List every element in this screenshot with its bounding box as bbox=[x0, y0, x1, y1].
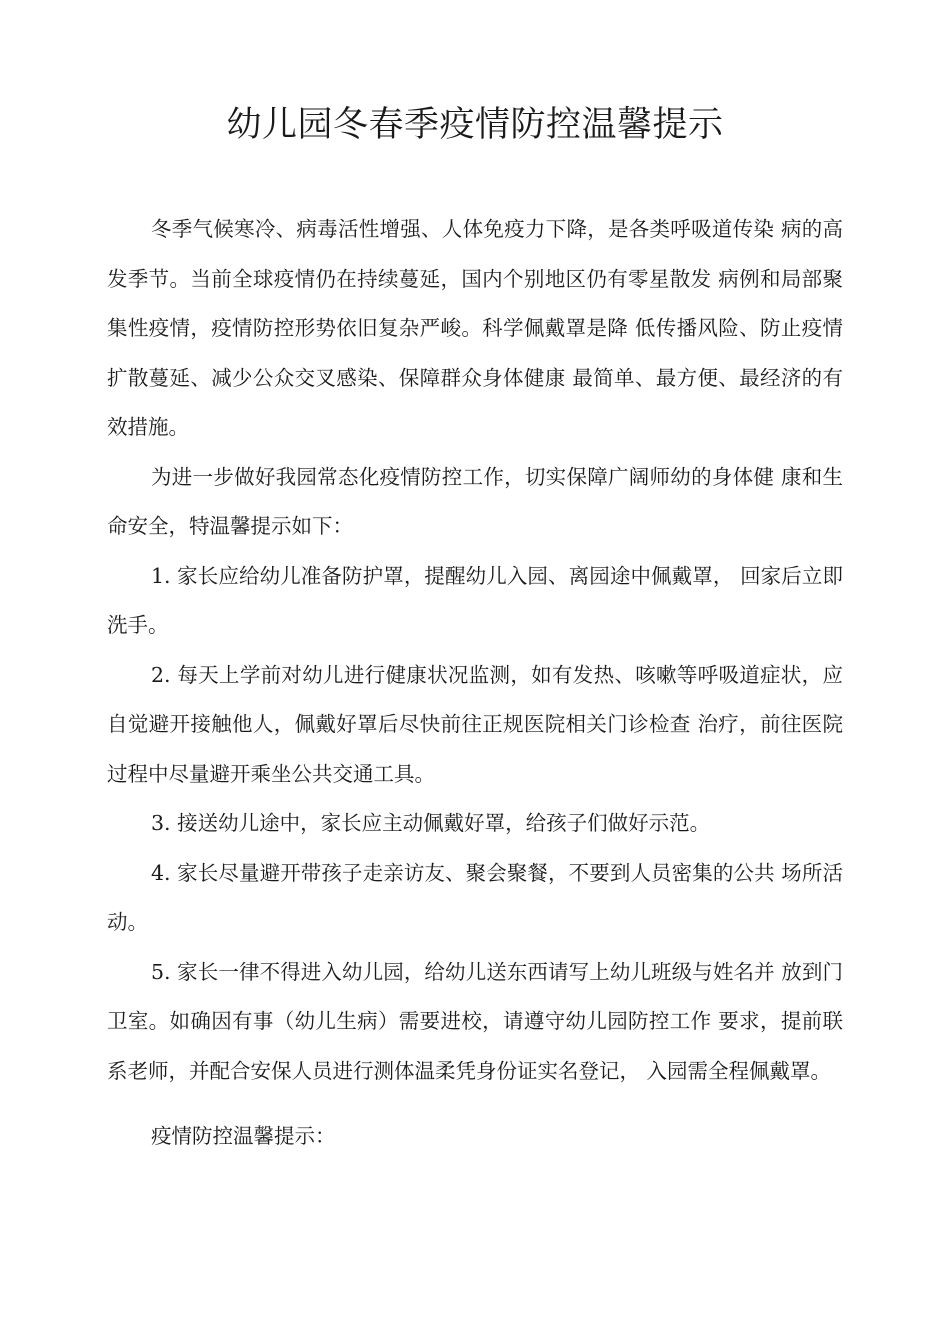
document-body bbox=[107, 205, 843, 1162]
purpose-paragraph: 为进一步做好我园常态化疫情防控工作，切实保障广阔师幼的身体健 康和生命安全，特温馨提示如下： bbox=[107, 464, 843, 538]
tip-item-4: 4. 家长尽量避开带孩子走亲访友、聚会聚餐，不要到人员密集的公共 场所活动。 bbox=[107, 860, 843, 934]
tip-item-2: 2. 每天上学前对幼儿进行健康状况监测，如有发热、咳嗽等呼吸道症状，应自觉避开接触他人，佩戴好罩后尽快前往正规医院相关门诊检查 治疗，前往医院过程中尽量避开乘坐公共交通工具。 bbox=[107, 662, 843, 786]
document-title: 幼儿园冬春季疫情防控温馨提示 bbox=[226, 105, 724, 145]
closing-heading: 疫情防控温馨提示： bbox=[151, 1124, 336, 1148]
tip-item-3: 3. 接送幼儿途中，家长应主动佩戴好罩，给孩子们做好示范。 bbox=[151, 811, 711, 835]
tip-item-1: 1. 家长应给幼儿准备防护罩，提醒幼儿入园、离园途中佩戴罩， 回家后立即洗手。 bbox=[107, 563, 843, 637]
intro-paragraph: 冬季气候寒冷、病毒活性增强、人体免疫力下降，是各类呼吸道传染 病的高发季节。当前全球疫情仍在持续蔓延，国内个别地区仍有零星散发 病例和局部聚集性疫情，疫情防控形势依旧复杂严峻。科学佩戴罩是降 低传播风险、防止疫情扩散蔓延、减少公众交叉感染、保障群众身体健康 最简单、最方便、最经济的有效措施。 bbox=[107, 217, 843, 439]
tip-item-5: 5. 家长一律不得进入幼儿园，给幼儿送东西请写上幼儿班级与姓名并 放到门卫室。如确因有事（幼儿生病）需要进校，请遵守幼儿园防控工作 要求，提前联系老师，并配合安保人员进行测体温柔凭身份证实名登记， 入园需全程佩戴罩。 bbox=[107, 959, 843, 1083]
